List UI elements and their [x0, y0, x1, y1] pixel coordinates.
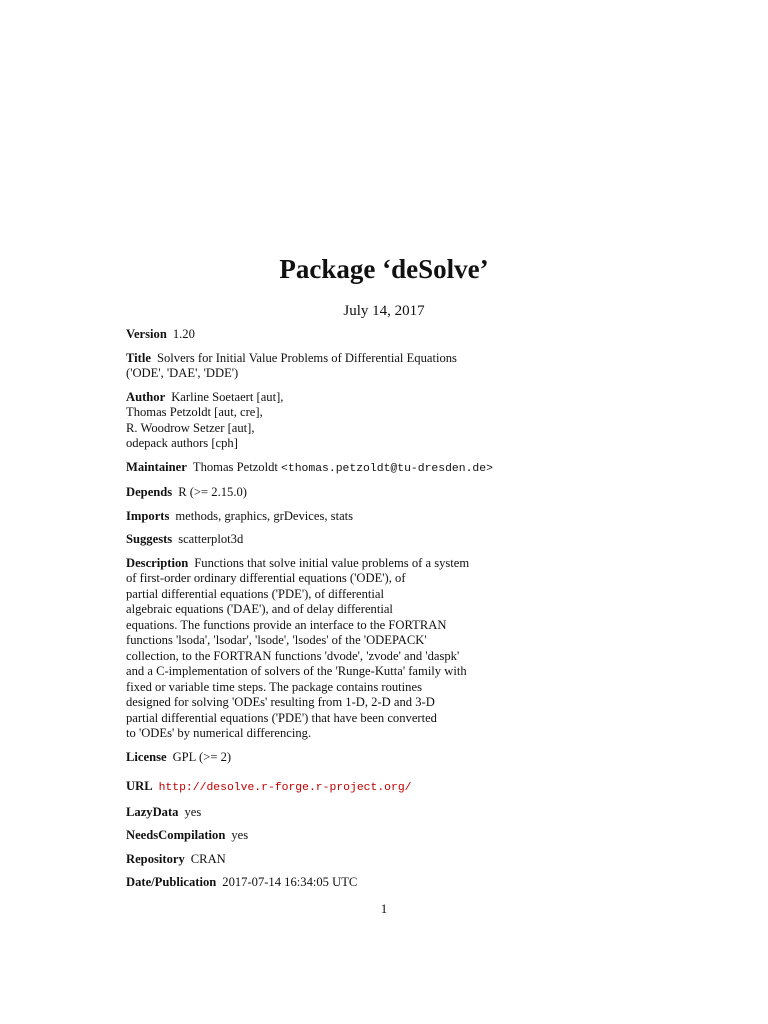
field-label: URL [126, 779, 153, 793]
field-imports [126, 509, 686, 525]
field-repository [126, 852, 686, 868]
field-line: fixed or variable time steps. The package contains routines [126, 679, 422, 694]
field-line: partial differential equations ('PDE') that have been converted [126, 710, 437, 725]
field-label: Date/Publication [126, 875, 217, 889]
package-fields [126, 327, 686, 899]
field-line: ('ODE', 'DAE', 'DDE') [126, 366, 239, 380]
field-label: Version [126, 327, 167, 341]
field-maintainer [126, 460, 686, 478]
field-value: yes [231, 828, 249, 842]
field-value: methods, graphics, grDevices, stats [175, 508, 354, 523]
field-author [126, 390, 686, 452]
field-line: functions 'lsoda', 'lsodar', 'lsode', 'lsodes' of the 'ODEPACK' [126, 633, 427, 647]
field-date-publication [126, 875, 686, 891]
field-label: Maintainer [126, 459, 187, 474]
field-suggests [126, 532, 686, 548]
field-needscompilation [126, 828, 686, 844]
document-date: July 14, 2017 [343, 303, 425, 319]
field-depends [126, 485, 686, 501]
document-title: Package ‘deSolve’ [279, 254, 489, 284]
field-description [126, 556, 686, 742]
field-line: and a C-implementation of solvers of the 'Runge-Kutta' family with [126, 664, 467, 678]
field-line: algebraic equations ('DAE'), and of delay differential [126, 602, 393, 616]
field-line: equations. The functions provide an interface to the FORTRAN [126, 617, 447, 632]
field-line: to 'ODEs' by numerical differencing. [126, 726, 312, 740]
field-label: Description [126, 555, 189, 570]
field-label: License [126, 749, 167, 764]
field-label: Depends [126, 485, 173, 499]
field-version [126, 327, 686, 343]
field-value: scatterplot3d [178, 532, 244, 546]
field-line: partial differential equations ('PDE'), of differential [126, 586, 384, 601]
field-label: NeedsCompilation [126, 828, 226, 842]
field-license [126, 750, 686, 766]
field-title [126, 351, 686, 382]
field-value: 1.20 [172, 327, 195, 341]
field-value: CRAN [190, 851, 226, 866]
field-label: Suggests [126, 532, 173, 546]
field-line: odepack authors [cph] [126, 436, 238, 450]
field-line: collection, to the FORTRAN functions 'dvode', 'zvode' and 'daspk' [126, 648, 460, 663]
field-label: Author [126, 389, 166, 404]
field-label: Title [126, 350, 151, 365]
field-value: 2017-07-14 16:34:05 UTC [222, 875, 358, 889]
field-label: Repository [126, 851, 185, 866]
field-line: of first-order ordinary differential equations ('ODE'), of [126, 571, 406, 585]
maintainer-email[interactable]: <thomas.petzoldt@tu-dresden.de> [281, 462, 493, 475]
field-lazydata [126, 805, 686, 821]
field-label: LazyData [126, 804, 179, 819]
package-url-link[interactable]: http://desolve.r-forge.r-project.org/ [158, 782, 412, 794]
field-value: GPL (>= 2) [172, 749, 232, 764]
field-label: Imports [126, 508, 170, 523]
field-value: R (>= 2.15.0) [178, 485, 247, 499]
field-line: Functions that solve initial value problems of a system [194, 555, 470, 570]
field-url [126, 779, 686, 797]
field-line: designed for solving 'ODEs' resulting from 1-D, 2-D and 3-D [126, 695, 435, 709]
field-value: yes [184, 804, 202, 819]
field-line: Karline Soetaert [aut], [171, 389, 284, 404]
maintainer-name: Thomas Petzoldt [192, 459, 278, 474]
page-number: 1 [380, 901, 388, 916]
field-line: R. Woodrow Setzer [aut], [126, 420, 255, 435]
field-line: Solvers for Initial Value Problems of Differential Equations [156, 350, 457, 365]
field-line: Thomas Petzoldt [aut, cre], [126, 405, 263, 419]
